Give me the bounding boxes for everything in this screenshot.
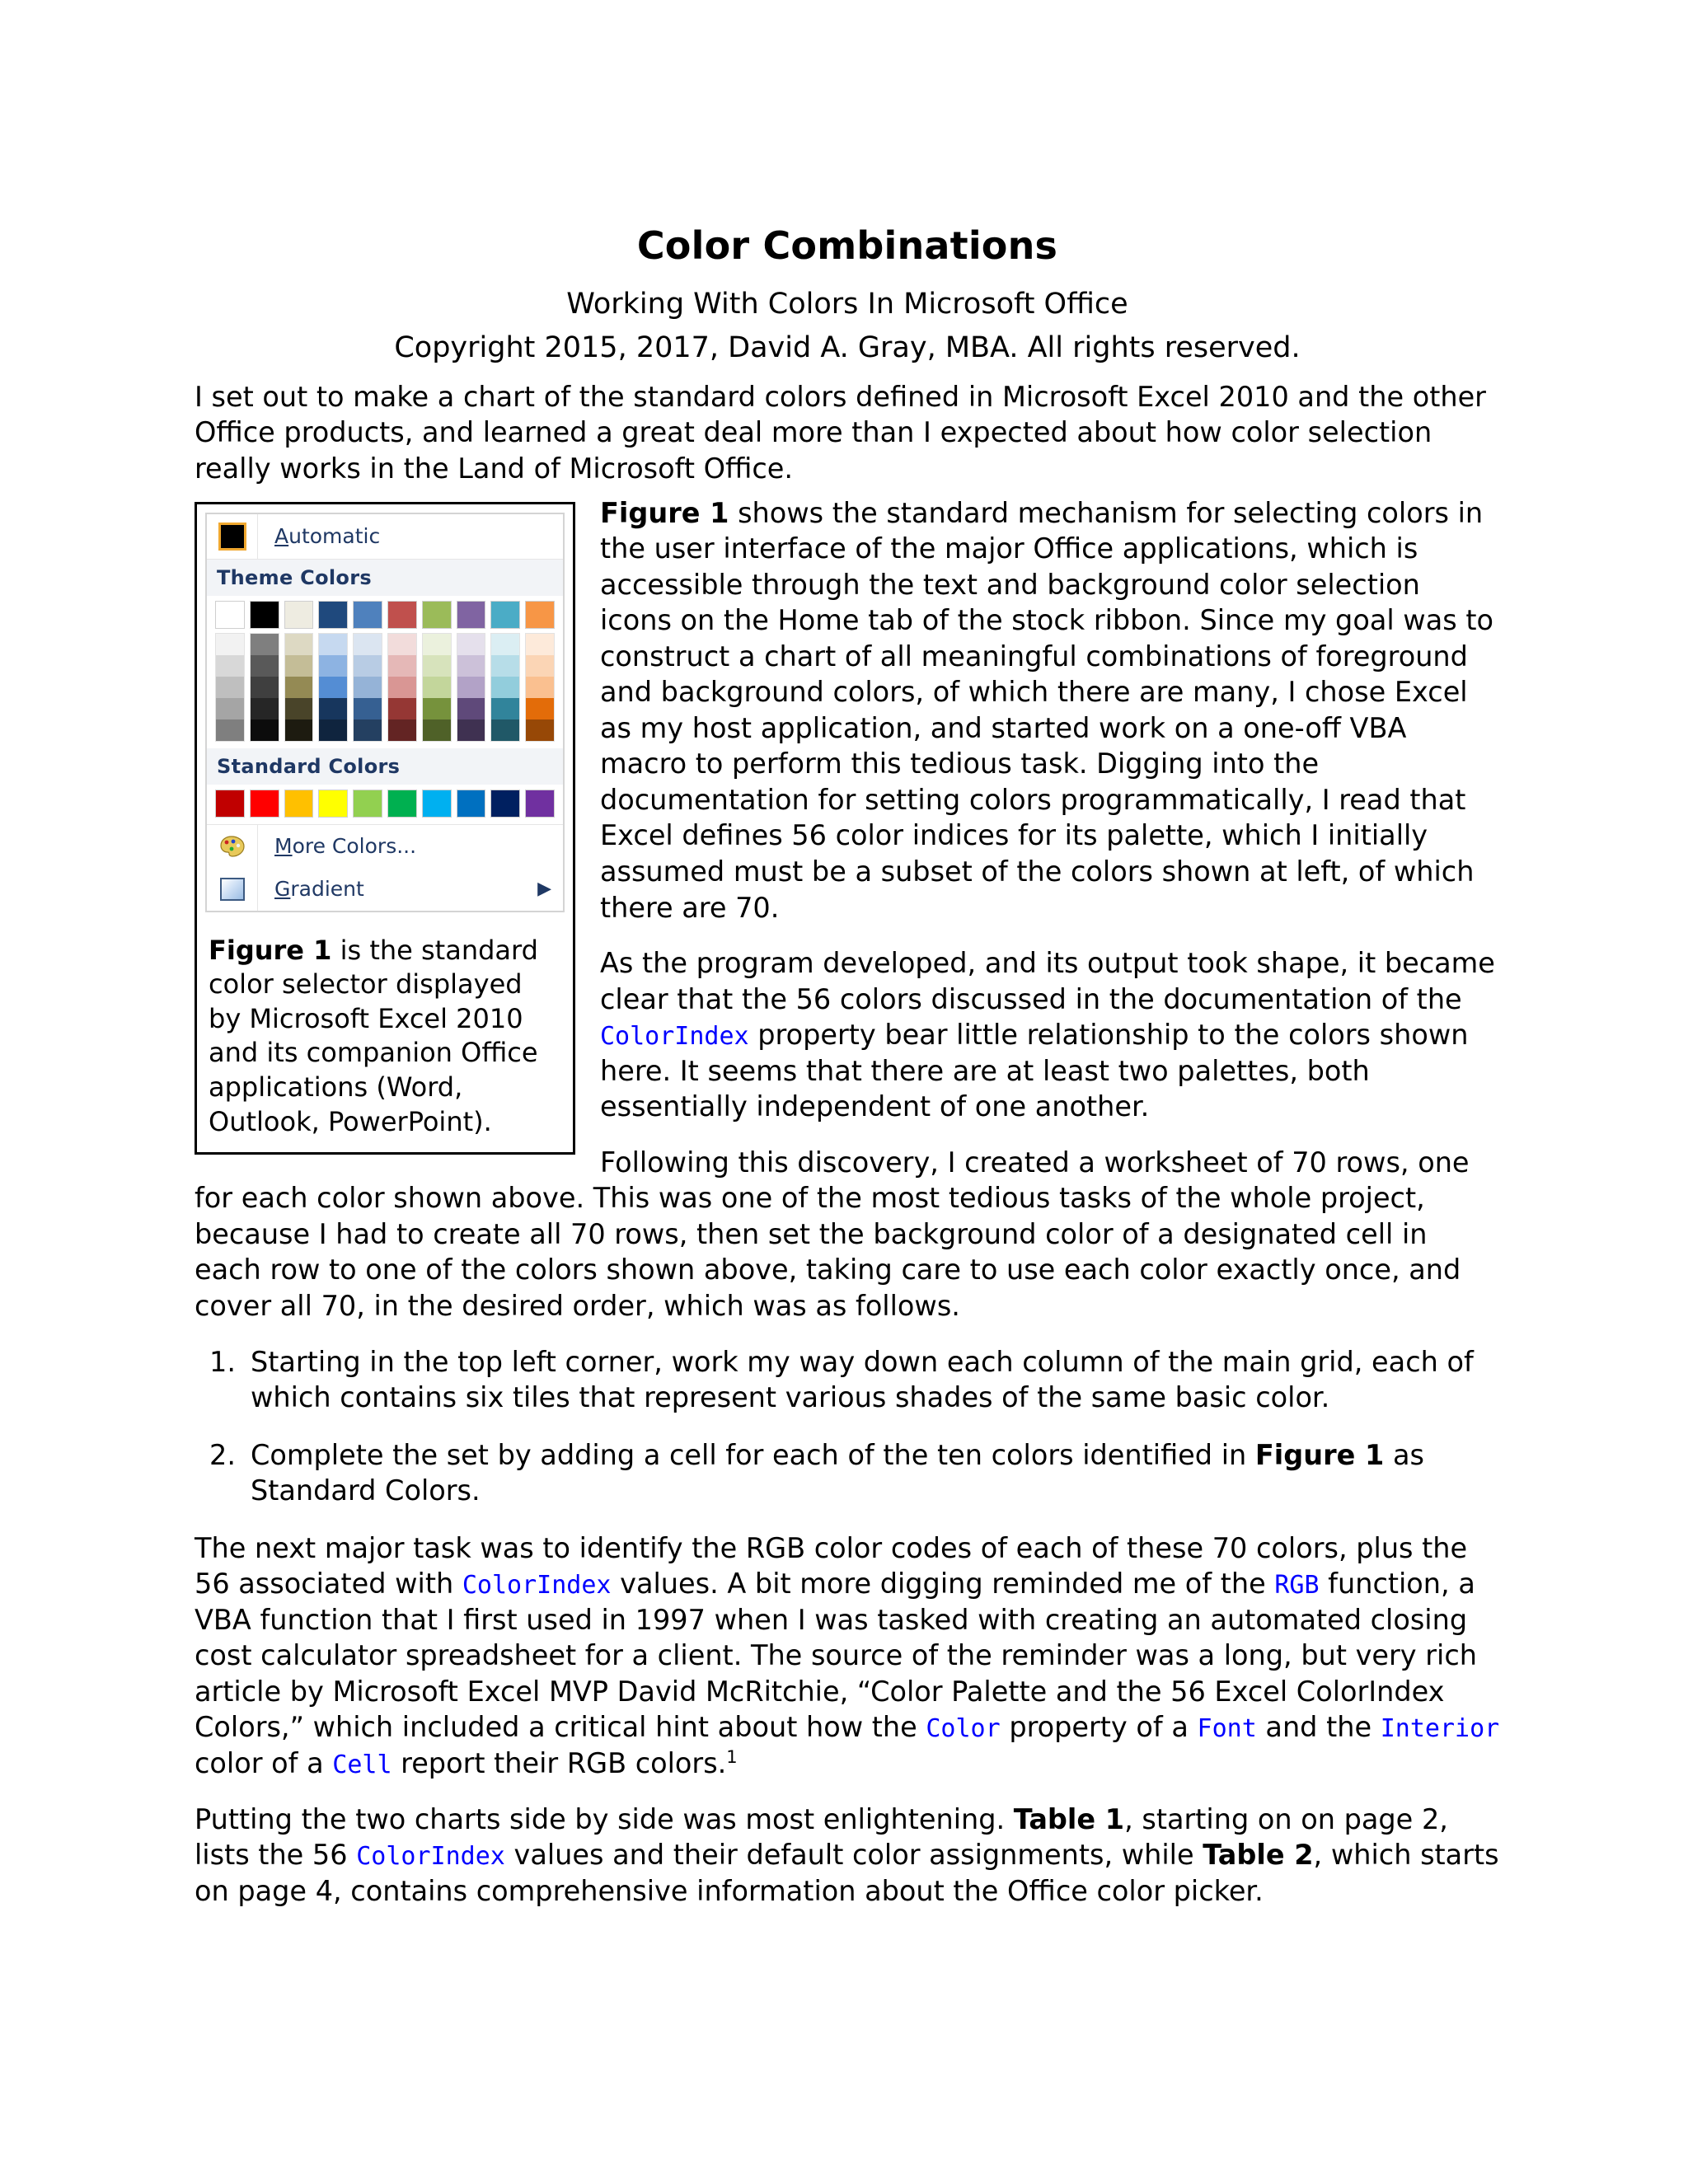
theme-color-shade-swatch[interactable] <box>285 677 313 698</box>
p4-part-c: function, a VBA function that I first used in 1997 when I was tasked with creating an automated closing cost calculator spreadsheet for a client. The source of the reminder was a long, but very rich article by Microsoft Excel MVP David McRitchie, “Color Palette and the 56 Excel ColorIndex Colors,” which included a critical hint about how the <box>195 1568 1478 1744</box>
theme-color-shade-swatch[interactable] <box>251 634 279 655</box>
theme-color-shade-stack[interactable] <box>490 633 520 742</box>
footnote-marker[interactable]: 1 <box>726 1746 738 1767</box>
theme-color-shade-swatch[interactable] <box>285 719 313 741</box>
palette-icon <box>220 836 245 857</box>
p2-part-b: property bear little relationship to the colors shown here. It seems that there are at least two palettes, both essentially independent of one another. <box>600 1019 1469 1123</box>
page-title: Color Combinations <box>636 223 1058 268</box>
theme-color-shade-swatch[interactable] <box>216 719 244 741</box>
code-colorindex-1: ColorIndex <box>600 1022 749 1052</box>
p5-part-a: Putting the two charts side by side was most enlightening. <box>195 1802 1014 1835</box>
theme-color-shade-swatch[interactable] <box>319 655 347 677</box>
p5-part-d: , which starts on page 4, contains comprehensive information about the Office color picker. <box>195 1839 1499 1907</box>
theme-color-shade-swatch[interactable] <box>354 677 382 698</box>
theme-color-swatch[interactable] <box>490 601 520 629</box>
theme-color-column[interactable] <box>422 601 452 742</box>
theme-color-shade-swatch[interactable] <box>216 698 244 719</box>
standard-color-swatch[interactable] <box>215 790 245 818</box>
theme-color-column[interactable] <box>490 601 520 742</box>
theme-color-shade-swatch[interactable] <box>457 719 485 741</box>
theme-color-swatch[interactable] <box>525 601 555 629</box>
theme-color-shade-stack[interactable] <box>353 633 382 742</box>
intro-paragraph: I set out to make a chart of the standard colors defined in Microsoft Excel 2010 and the other Office products, and learned a great deal more than I expected about how color selection really works in the Land of Microsoft Office. <box>195 380 1486 485</box>
p5-part-b: , starting on on page 2, lists the 56 <box>195 1802 1448 1872</box>
paragraph-tables-summary <box>195 1802 1500 1910</box>
theme-color-shade-swatch[interactable] <box>491 655 519 677</box>
standard-color-swatch[interactable] <box>490 790 520 818</box>
gradient-label <box>258 877 537 901</box>
theme-color-shade-stack[interactable] <box>457 633 486 742</box>
code-interior: Interior <box>1380 1714 1500 1744</box>
automatic-color-row[interactable] <box>207 514 563 560</box>
figure-1-caption-text: is the standard color selector displayed by Microsoft Excel 2010 and its companion Office applications (Word, Outlook, PowerPoint). <box>209 934 538 1137</box>
theme-color-shade-swatch[interactable] <box>491 634 519 655</box>
theme-color-shade-swatch[interactable] <box>251 655 279 677</box>
list-item-number-1: 1. <box>209 1345 236 1378</box>
office-color-picker[interactable] <box>205 513 565 912</box>
theme-color-shade-swatch[interactable] <box>251 719 279 741</box>
theme-color-column[interactable] <box>457 601 486 742</box>
theme-color-shade-swatch[interactable] <box>423 698 451 719</box>
automatic-swatch-cell[interactable] <box>207 514 258 559</box>
table-2-ref: Table 2 <box>1203 1839 1314 1872</box>
theme-color-shade-swatch[interactable] <box>319 719 347 741</box>
theme-color-shade-swatch[interactable] <box>354 634 382 655</box>
ordered-steps-list <box>195 1344 1500 1509</box>
theme-color-shade-swatch[interactable] <box>251 698 279 719</box>
list-item-text-1: Starting in the top left corner, work my way down each column of the main grid, each of which contains six tiles that represent various shades of the same basic color. <box>251 1345 1474 1414</box>
theme-color-swatch[interactable] <box>318 601 348 629</box>
more-colors-accel: M <box>274 834 293 859</box>
theme-color-shade-stack[interactable] <box>284 633 314 742</box>
p5-part-c: values and their default color assignments, while <box>504 1839 1203 1872</box>
theme-color-column[interactable] <box>525 601 555 742</box>
table-1-ref: Table 1 <box>1013 1802 1125 1835</box>
theme-color-shade-swatch[interactable] <box>354 719 382 741</box>
theme-color-shade-swatch[interactable] <box>388 698 416 719</box>
theme-color-shade-stack[interactable] <box>525 633 555 742</box>
more-colors-label <box>258 834 563 858</box>
theme-color-shade-stack[interactable] <box>422 633 452 742</box>
theme-colors-grid[interactable] <box>215 601 555 742</box>
standard-color-swatch[interactable] <box>422 790 452 818</box>
theme-color-shade-swatch[interactable] <box>285 698 313 719</box>
standard-color-swatch[interactable] <box>318 790 348 818</box>
theme-color-swatch[interactable] <box>284 601 314 629</box>
list-item-text-2b: as Standard Colors. <box>251 1438 1424 1507</box>
gradient-swatch-icon <box>220 878 245 901</box>
p2-part-a: As the program developed, and its output took shape, it became clear that the 56 colors discussed in the documentation of the <box>600 947 1495 1015</box>
theme-color-shade-stack[interactable] <box>318 633 348 742</box>
figure-1-caption <box>209 934 561 1140</box>
code-rgb: RGB <box>1274 1571 1320 1601</box>
standard-color-swatch[interactable] <box>353 790 382 818</box>
theme-color-shade-swatch[interactable] <box>526 719 554 741</box>
automatic-label-rest: utomatic <box>288 524 381 549</box>
gradient-menu-item[interactable] <box>207 868 563 911</box>
theme-color-shade-swatch[interactable] <box>423 634 451 655</box>
theme-color-shade-swatch[interactable] <box>216 655 244 677</box>
gradient-accel: G <box>274 877 291 902</box>
standard-color-swatch[interactable] <box>387 790 417 818</box>
theme-color-shade-swatch[interactable] <box>388 719 416 741</box>
theme-color-shade-stack[interactable] <box>387 633 417 742</box>
standard-colors-grid[interactable] <box>207 785 563 824</box>
list-item-text-2a: Complete the set by adding a cell for each of the ten colors identified in <box>251 1438 1255 1471</box>
document-subtitle: Working With Colors In Microsoft Office <box>566 287 1128 321</box>
code-cell: Cell <box>332 1750 392 1780</box>
theme-color-shade-swatch[interactable] <box>526 634 554 655</box>
code-colorindex-3: ColorIndex <box>356 1842 505 1872</box>
p4-part-f: color of a <box>195 1747 333 1780</box>
list-item <box>195 1437 1500 1509</box>
automatic-label <box>258 524 380 548</box>
list-item-number-2: 2. <box>209 1438 236 1471</box>
theme-color-shade-swatch[interactable] <box>354 655 382 677</box>
figure-1-caption-label: Figure 1 <box>209 934 332 966</box>
p4-part-d: property of a <box>1000 1711 1198 1744</box>
theme-color-shade-swatch[interactable] <box>457 634 485 655</box>
theme-color-shade-swatch[interactable] <box>354 698 382 719</box>
theme-color-shade-swatch[interactable] <box>457 677 485 698</box>
theme-color-shade-swatch[interactable] <box>388 677 416 698</box>
theme-color-shade-stack[interactable] <box>215 633 245 742</box>
theme-color-shade-swatch[interactable] <box>491 719 519 741</box>
theme-colors-swatch-area <box>207 596 563 748</box>
automatic-color-swatch[interactable] <box>218 523 246 551</box>
p4-part-a: The next major task was to identify the RGB color codes of each of these 70 colors, plus the 56 associated with <box>195 1531 1468 1601</box>
theme-color-shade-swatch[interactable] <box>526 698 554 719</box>
p4-part-b: values. A bit more digging reminded me of the <box>611 1568 1275 1601</box>
theme-color-column[interactable] <box>353 601 382 742</box>
theme-color-column[interactable] <box>387 601 417 742</box>
theme-color-shade-swatch[interactable] <box>319 698 347 719</box>
theme-color-shade-swatch[interactable] <box>388 634 416 655</box>
theme-color-shade-swatch[interactable] <box>285 655 313 677</box>
paragraph-figure1-body: shows the standard mechanism for selecting colors in the user interface of the major Office applications, which is accessible through the text and background color selection icons on the Home tab of the stock ribbon. Since my goal was to construct a chart of all meaningful combinations of foreground and background colors, of which there are many, I chose Excel as my host application, and started work on a one-off VBA macro to perform this tedious task. Digging into the documentation for setting colors programmatically, I read that Excel defines 56 color indices for its palette, which I initially assumed must be a subset of the colors shown at left, of which there are 70. <box>600 496 1493 924</box>
theme-color-shade-swatch[interactable] <box>216 677 244 698</box>
theme-color-shade-swatch[interactable] <box>388 655 416 677</box>
theme-color-swatch[interactable] <box>457 601 486 629</box>
list-item <box>195 1344 1500 1416</box>
paragraph-worksheet-70-rows: Following this discovery, I created a worksheet of 70 rows, one for each color shown above. This was one of the most tedious tasks of the whole project, because I had to create all 70 rows, then set the background color of a designated cell in each row to one of the colors shown above, taking care to use each color exactly once, and cover all 70, in the desired order, which was as follows. <box>195 1146 1470 1323</box>
theme-color-shade-swatch[interactable] <box>319 634 347 655</box>
standard-color-swatch[interactable] <box>457 790 486 818</box>
theme-color-swatch[interactable] <box>353 601 382 629</box>
theme-colors-heading: Theme Colors <box>207 560 563 596</box>
standard-colors-heading: Standard Colors <box>207 748 563 785</box>
p4-part-g: report their RGB colors. <box>392 1747 727 1780</box>
theme-color-column[interactable] <box>250 601 279 742</box>
theme-color-shade-swatch[interactable] <box>423 719 451 741</box>
more-colors-label-rest: ore Colors... <box>292 834 417 859</box>
theme-color-shade-swatch[interactable] <box>216 634 244 655</box>
theme-color-shade-swatch[interactable] <box>251 677 279 698</box>
figure1-ref-bold: Figure 1 <box>600 496 729 529</box>
standard-color-swatch[interactable] <box>525 790 555 818</box>
theme-color-shade-swatch[interactable] <box>319 677 347 698</box>
theme-color-column[interactable] <box>284 601 314 742</box>
theme-color-shade-swatch[interactable] <box>423 655 451 677</box>
more-colors-icon-cell <box>207 825 258 868</box>
gradient-icon-cell <box>207 868 258 911</box>
standard-color-swatch[interactable] <box>284 790 314 818</box>
theme-color-swatch[interactable] <box>250 601 279 629</box>
gradient-label-rest: radient <box>290 877 364 902</box>
theme-color-shade-stack[interactable] <box>250 633 279 742</box>
code-font: Font <box>1197 1714 1257 1744</box>
figure-1-box <box>195 502 575 1155</box>
automatic-label-accel: A <box>274 524 289 549</box>
theme-color-column[interactable] <box>318 601 348 742</box>
theme-color-shade-swatch[interactable] <box>457 655 485 677</box>
theme-color-swatch[interactable] <box>387 601 417 629</box>
theme-color-shade-swatch[interactable] <box>526 655 554 677</box>
paragraph-rgb-codes <box>195 1530 1500 1782</box>
theme-color-column[interactable] <box>215 601 245 742</box>
theme-color-shade-swatch[interactable] <box>491 677 519 698</box>
p4-part-e: and the <box>1256 1711 1381 1744</box>
document-copyright: Copyright 2015, 2017, David A. Gray, MBA. All rights reserved. <box>394 331 1301 365</box>
theme-color-swatch[interactable] <box>215 601 245 629</box>
figure1-ref-bold-2: Figure 1 <box>1254 1438 1385 1471</box>
theme-color-shade-swatch[interactable] <box>423 677 451 698</box>
chevron-right-icon[interactable]: ▶ <box>537 879 551 900</box>
code-colorindex-2: ColorIndex <box>462 1571 612 1601</box>
standard-color-swatch[interactable] <box>250 790 279 818</box>
theme-color-shade-swatch[interactable] <box>457 698 485 719</box>
theme-color-shade-swatch[interactable] <box>285 634 313 655</box>
code-color: Color <box>926 1714 1001 1744</box>
more-colors-menu-item[interactable] <box>207 825 563 868</box>
theme-color-shade-swatch[interactable] <box>526 677 554 698</box>
theme-color-shade-swatch[interactable] <box>491 698 519 719</box>
theme-color-swatch[interactable] <box>422 601 452 629</box>
